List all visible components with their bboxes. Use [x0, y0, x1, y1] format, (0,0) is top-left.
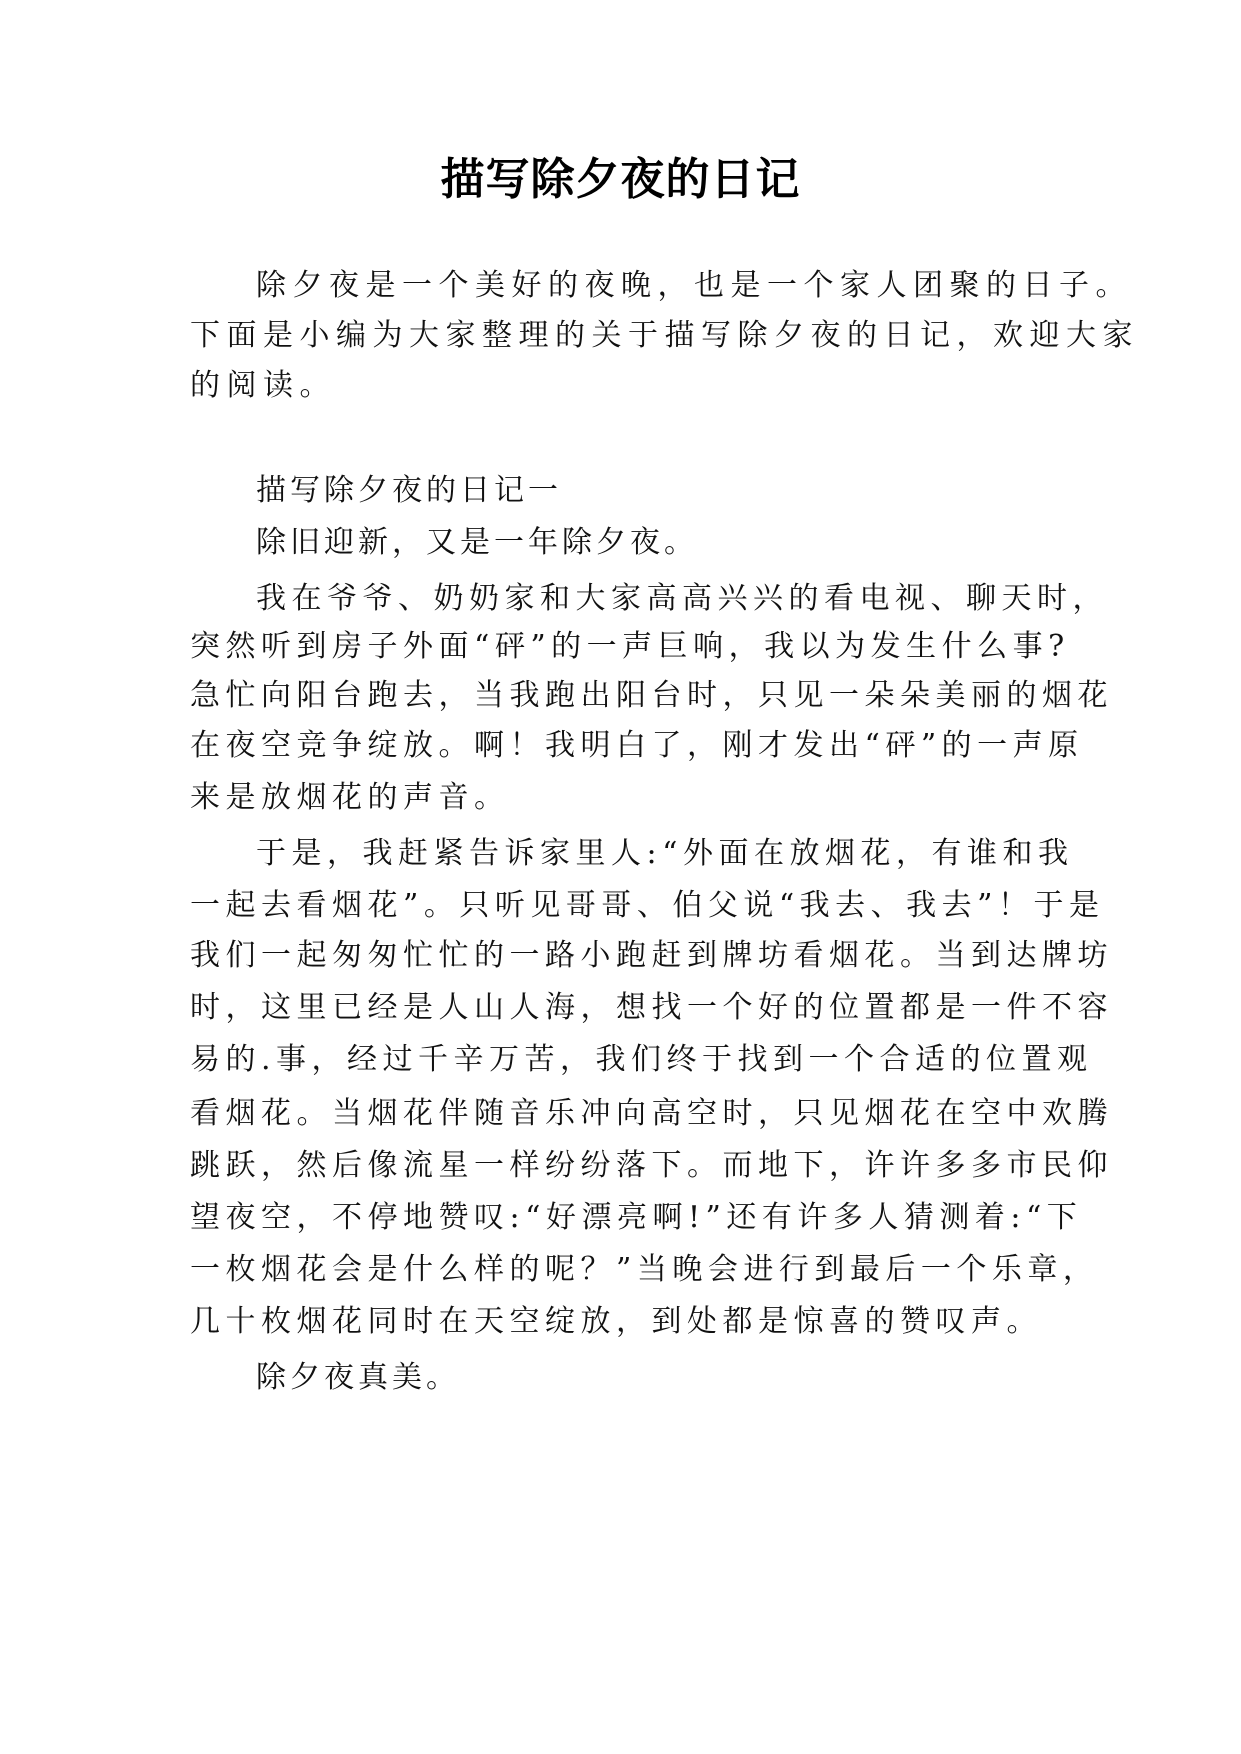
paragraph-line: 我在爷爷、奶奶家和大家高高兴兴的看电视、聊天时，	[256, 581, 1108, 616]
paragraph-line: 除旧迎新，又是一年除夕夜。	[256, 525, 698, 560]
paragraph-line: 一枚烟花会是什么样的呢？”当晚会进行到最后一个乐章，	[190, 1252, 1099, 1287]
paragraph-line: 我们一起匆匆忙忙的一路小跑赶到牌坊看烟花。当到达牌坊	[190, 938, 1113, 973]
intro-line: 的阅读。	[190, 368, 336, 403]
paragraph-line: 跳跃，然后像流星一样纷纷落下。而地下，许许多多市民仰	[190, 1148, 1113, 1183]
intro-line: 下面是小编为大家整理的关于描写除夕夜的日记，欢迎大家	[190, 318, 1139, 353]
paragraph-line: 急忙向阳台跑去，当我跑出阳台时，只见一朵朵美丽的烟花	[190, 678, 1113, 713]
section-heading: 描写除夕夜的日记一	[256, 473, 562, 508]
paragraph-line: 在夜空竞争绽放。啊！我明白了，刚才发出“砰”的一声原	[190, 728, 1084, 763]
document-title: 描写除夕夜的日记	[440, 154, 801, 205]
paragraph-line: 易的.事，经过千辛万苦，我们终于找到一个合适的位置观	[190, 1042, 1093, 1077]
paragraph-line: 突然听到房子外面“砰”的一声巨响，我以为发生什么事?	[190, 629, 1070, 664]
paragraph-line: 望夜空，不停地赞叹:“好漂亮啊!”还有许多人猜测着:“下	[190, 1200, 1083, 1235]
paragraph-line: 看烟花。当烟花伴随音乐冲向高空时，只见烟花在空中欢腾	[190, 1096, 1113, 1131]
paragraph-line: 除夕夜真美。	[256, 1360, 460, 1395]
paragraph-line: 于是，我赶紧告诉家里人:“外面在放烟花，有谁和我	[256, 836, 1074, 871]
paragraph-line: 来是放烟花的声音。	[190, 780, 510, 815]
paragraph-line: 时，这里已经是人山人海，想找一个好的位置都是一件不容	[190, 990, 1113, 1025]
paragraph-line: 一起去看烟花”。只听见哥哥、伯父说“我去、我去”！于是	[190, 888, 1105, 923]
paragraph-line: 几十枚烟花同时在天空绽放，到处都是惊喜的赞叹声。	[190, 1304, 1042, 1339]
intro-line: 除夕夜是一个美好的夜晚，也是一个家人团聚的日子。	[256, 268, 1132, 303]
